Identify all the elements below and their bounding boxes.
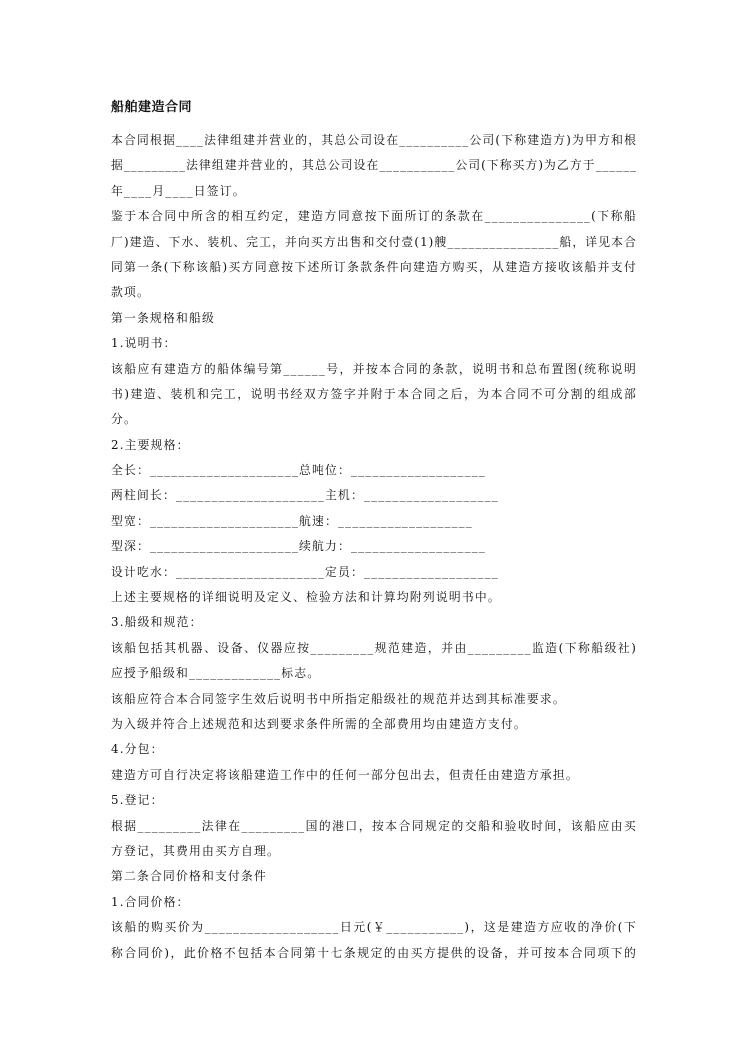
spec-line: 设计吃水：_____________________定员：___________________ xyxy=(111,564,499,579)
paragraph-line: 厂)建造、下水、装机、完工，并向买方出售和交付壹(1)艘________________船，详见本合 xyxy=(111,234,637,249)
subsection-heading: 2.主要规格： xyxy=(111,437,190,452)
paragraph-line: 建造方可自行决定将该船建造工作中的任何一部分包出去，但责任由建造方承担。 xyxy=(111,767,579,782)
subsection-heading: 1.合同价格： xyxy=(111,894,190,909)
paragraph-line: 据_________法律组建并营业的，其总公司设在___________公司(下称买方)为乙方于______ xyxy=(111,158,637,173)
paragraph-line: 上述主要规格的详细说明及定义、检验方法和计算均附列说明书中。 xyxy=(111,590,501,605)
document-title: 船舶建造合同 xyxy=(111,100,193,115)
paragraph-line: 分。 xyxy=(111,412,137,427)
document-body xyxy=(111,128,637,966)
subsection-heading: 5.登记： xyxy=(111,793,164,808)
paragraph-line: 该船的购买价为___________________日元(￥___________)，这是建造方应收的净价(下 xyxy=(111,920,637,935)
spec-line: 全长：_____________________总吨位：___________________ xyxy=(111,463,486,478)
spec-line: 型宽：_____________________航速：___________________ xyxy=(111,513,473,528)
paragraph-line: 该船包括其机器、设备、仪器应按_________规范建造，并由_________监造(下称船级社) xyxy=(111,640,637,655)
paragraph-line: 本合同根据____法律组建并营业的，其总公司设在__________公司(下称建造方)为甲方和根 xyxy=(111,133,637,147)
paragraph-line: 同第一条(下称该船)买方同意按下述所订条款条件向建造方购买，从建造方接收该船并支付 xyxy=(111,259,637,274)
paragraph-line: 方登记，其费用由买方自理。 xyxy=(111,843,280,858)
subsection-heading: 1.说明书： xyxy=(111,336,177,351)
spec-line: 型深：_____________________续航力：___________________ xyxy=(111,539,486,554)
paragraph-line: 年____月____日签订。 xyxy=(111,183,246,198)
subsection-heading: 3.船级和规范： xyxy=(111,615,203,630)
paragraph-line: 书)建造、装机和完工，说明书经双方签字并附于本合同之后，为本合同不可分割的组成部 xyxy=(111,386,637,401)
paragraph-line: 鉴于本合同中所含的相互约定，建造方同意按下面所订的条款在_______________(下称船 xyxy=(111,209,637,224)
paragraph-line: 该船应符合本合同签字生效后说明书中所指定船级社的规范并达到其标准要求。 xyxy=(111,691,566,706)
spec-line: 两柱间长：_____________________主机：___________________ xyxy=(111,488,499,503)
section-heading: 第一条规格和船级 xyxy=(111,310,215,325)
paragraph-line: 根据_________法律在_________国的港口，按本合同规定的交船和验收时间，该船应由买 xyxy=(111,818,637,833)
section-heading: 第二条合同价格和支付条件 xyxy=(111,869,267,884)
paragraph-line: 称合同价)，此价格不包括本合同第十七条规定的由买方提供的设备，并可按本合同项下的 xyxy=(111,945,637,960)
paragraph-line: 应授予船级和_____________标志。 xyxy=(111,666,321,681)
paragraph-line: 为入级并符合上述规范和达到要求条件所需的全部费用均由建造方支付。 xyxy=(111,716,527,731)
subsection-heading: 4.分包： xyxy=(111,742,164,757)
paragraph-line: 款项。 xyxy=(111,285,150,300)
paragraph-line: 该船应有建造方的船体编号第______号，并按本合同的条款，说明书和总布置图(统称说明 xyxy=(111,361,637,376)
